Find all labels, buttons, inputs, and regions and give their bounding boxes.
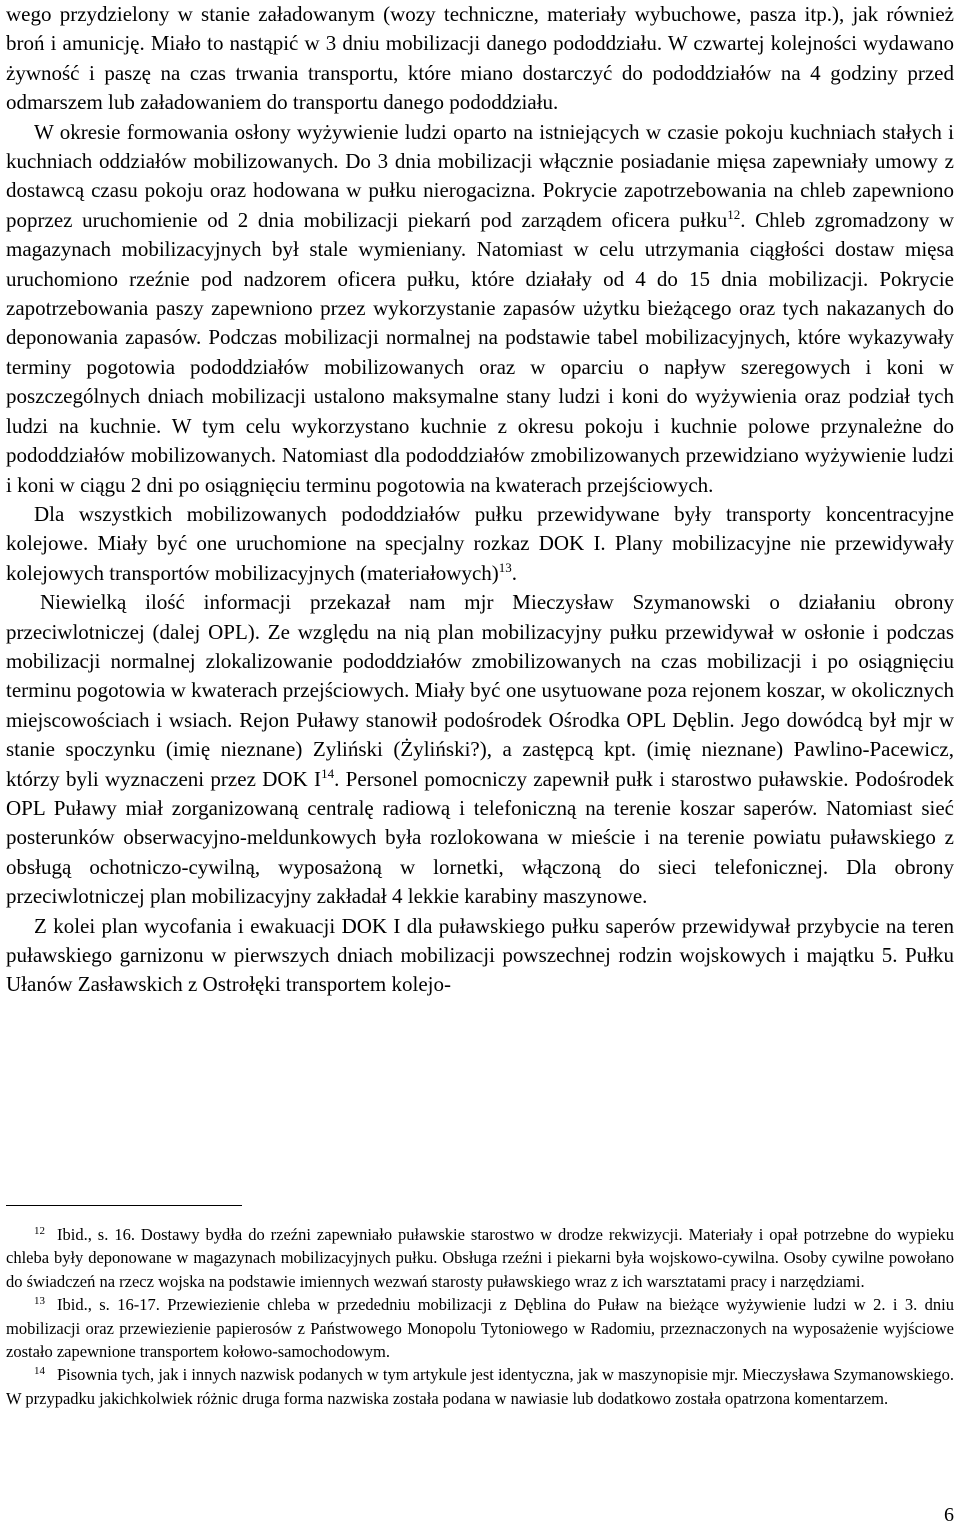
paragraph-text: Dla wszystkich mobilizowanych pododdziałów pułku przewidywane były transporty koncentracyjne kolejowe. Miały być one uruchomione na specjalny rozkaz DOK I. Plany mobilizacyjne nie przewidywały kolejowych transportów mobilizacyjnych (materiałowych) [6,501,954,585]
paragraph-text: Niewielką ilość informacji przekazał nam mjr Mieczysław Szymanowski o działaniu obrony przeciwlotniczej (dalej OPL). Ze względu na nią plan mobilizacyjny pułku przewidywał w osłonie i podczas mobilizacji normalnej zlokalizowanie pododdziałów zmobilizowanych na czas mobilizacji i po osiągnięciu terminu pogotowia w kwaterach przejściowych. Miały być one usytuowane poza rejonem koszar, w okolicznych miejscowościach i wsiach. Rejon Puławy stanowił podośrodek Ośrodka OPL Dęblin. Jego dowódcą był mjr w stanie spoczynku (imię nieznane) Zyliński (Żyliński?), a zastępcą kpt. (imię nieznane) Pawlino-Pacewicz, którzy byli wyznaczeni przez DOK I [6,590,954,791]
footnote-text: Ibid., s. 16. Dostawy bydła do rzeźni zapewniało puławskie starostwo w drodze rekwizycji. Materiały i opał potrzebne do wypieku chleba były deponowane w magazynach mobilizacyjnych pułku. Obsługa rzeźni i piekarni była wojskowo-cywilna. Osoby cywilne powołano do świadczeń na rzecz wojska na podstawie imiennych wezwań starosty puławskiego wraz z ich warsztatami pracy i narzędziami. [6,1225,954,1291]
paragraph [6,588,954,911]
paragraph-text: . [511,560,518,585]
paragraph-text: . Personel pomocniczy zapewnił pułk i starostwo puławskie. Podośrodek OPL Puławy miał zorganizowaną centralę radiową i telefoniczną na terenie koszar saperów. Natomiast sieć posterunków obserwacyjno-meldunkowych była rozlokowana w mieście i na terenie powiatu puławskiego z obsługą ochotniczo-cywilną, wyposażoną w lornetki, włączoną do sieci telefonicznej. Dla obrony przeciwlotniczej plan mobilizacyjny zakładał 4 lekkie karabiny maszynowe. [6,766,954,909]
paragraph-text: W okresie formowania osłony wyżywienie ludzi oparto na istniejących w czasie pokoju kuchniach stałych i kuchniach oddziałów mobilizowanych. Do 3 dnia mobilizacji włącznie posiadanie mięsa zapewniały umowy z dostawcą czasu pokoju oraz hodowana w pułku nierogacizna. Pokrycie zapotrzebowania na chleb zapewniono poprzez uruchomienie od 2 dnia mobilizacji piekarń pod zarządem oficera pułku [6,119,954,232]
footnote [6,1363,954,1410]
page-number: 6 [944,1504,954,1526]
paragraph [6,0,954,118]
footnote-number: 12 [34,1224,45,1237]
footnote-text: Ibid., s. 16-17. Przewiezienie chleba w przededniu mobilizacji z Dęblina do Puław na bieżące wyżywienie ludzi w 2. i 3. dniu mobilizacji oraz przewiezienie papierosów z Państwowego Monopolu Tytoniowego w Radomiu, przeznaczonych na wyposażenie wyjściowe zostało zapewnione transportem kołowo-samochodowym. [6,1295,954,1362]
paragraph [6,500,954,588]
paragraph-text: . Chleb zgromadzony w magazynach mobilizacyjnych był stale wymieniany. Natomiast w celu utrzymania ciągłości dostaw mięsa uruchomiono rzeźnie pod nadzorem oficera pułku, które działały od 4 do 15 dnia mobilizacji. Pokrycie zapotrzebowania paszy zapewniono przez wykorzystanie zapasów użytku bieżącego oraz tych nakazanych do deponowania zapasów. Podczas mobilizacji normalnej na podstawie tabel mobilizacyjnych, które wykazywały terminy pogotowia pododdziałów mobilizowanych oraz w oparciu o napływ szeregowych i koni w poszczególnych dniach mobilizacji ustalono maksymalne stany ludzi i koni do wyżywienia oraz podział tych ludzi na kuchnie. W tym celu wykorzystano kuchnie z okresu pokoju i kuchnie polowe przynależne do pododdziałów mobilizowanych. Natomiast dla pododdziałów zmobilizowanych przewidziano wyżywienie ludzi i koni w ciągu 2 dni po osiągnięciu terminu pogotowia na kwaterach przejściowych. [6,207,954,497]
footnote-ref[interactable]: 14 [321,765,335,781]
footnote-number: 14 [34,1364,45,1377]
footnote [6,1223,954,1293]
footnote-ref[interactable]: 13 [498,559,512,575]
paragraph-text: Z kolei plan wycofania i ewakuacji DOK I dla puławskiego pułku saperów przewidywał przybycie na teren puławskiego garnizonu w pierwszych dniach mobilizacji powszechnej rodzin wojskowych i majątku 5. Pułku Ułanów Zasławskich z Ostrołęki transportem kolejo- [6,913,954,997]
paragraph [6,912,954,1000]
main-text [6,0,954,1000]
footnote-ref[interactable]: 12 [727,206,741,222]
footnote-number: 13 [34,1294,45,1307]
footnotes [6,1223,954,1410]
paragraph [6,118,954,500]
footnote-text: Pisownia tych, jak i innych nazwisk podanych w tym artykule jest identyczna, jak w maszynopisie mjr. Mieczysława Szymanowskiego. W przypadku jakichkolwiek różnic druga forma nazwiska została podana w nawiasie lub dodatkowo została opatrzona komentarzem. [6,1365,954,1408]
paragraph-text: wego przydzielony w stanie załadowanym (wozy techniczne, materiały wybuchowe, pasza itp.), jak również broń i amunicję. Miało to nastąpić w 3 dniu mobilizacji danego pododdziału. W czwartej kolejności wydawano żywność i paszę na czas trwania transportu, które miano dostarczyć do pododdziałów na 4 godziny przed odmarszem lub załadowaniem do transportu danego pododdziału. [6,2,954,115]
footnote [6,1293,954,1363]
footnote-divider [6,1205,242,1206]
